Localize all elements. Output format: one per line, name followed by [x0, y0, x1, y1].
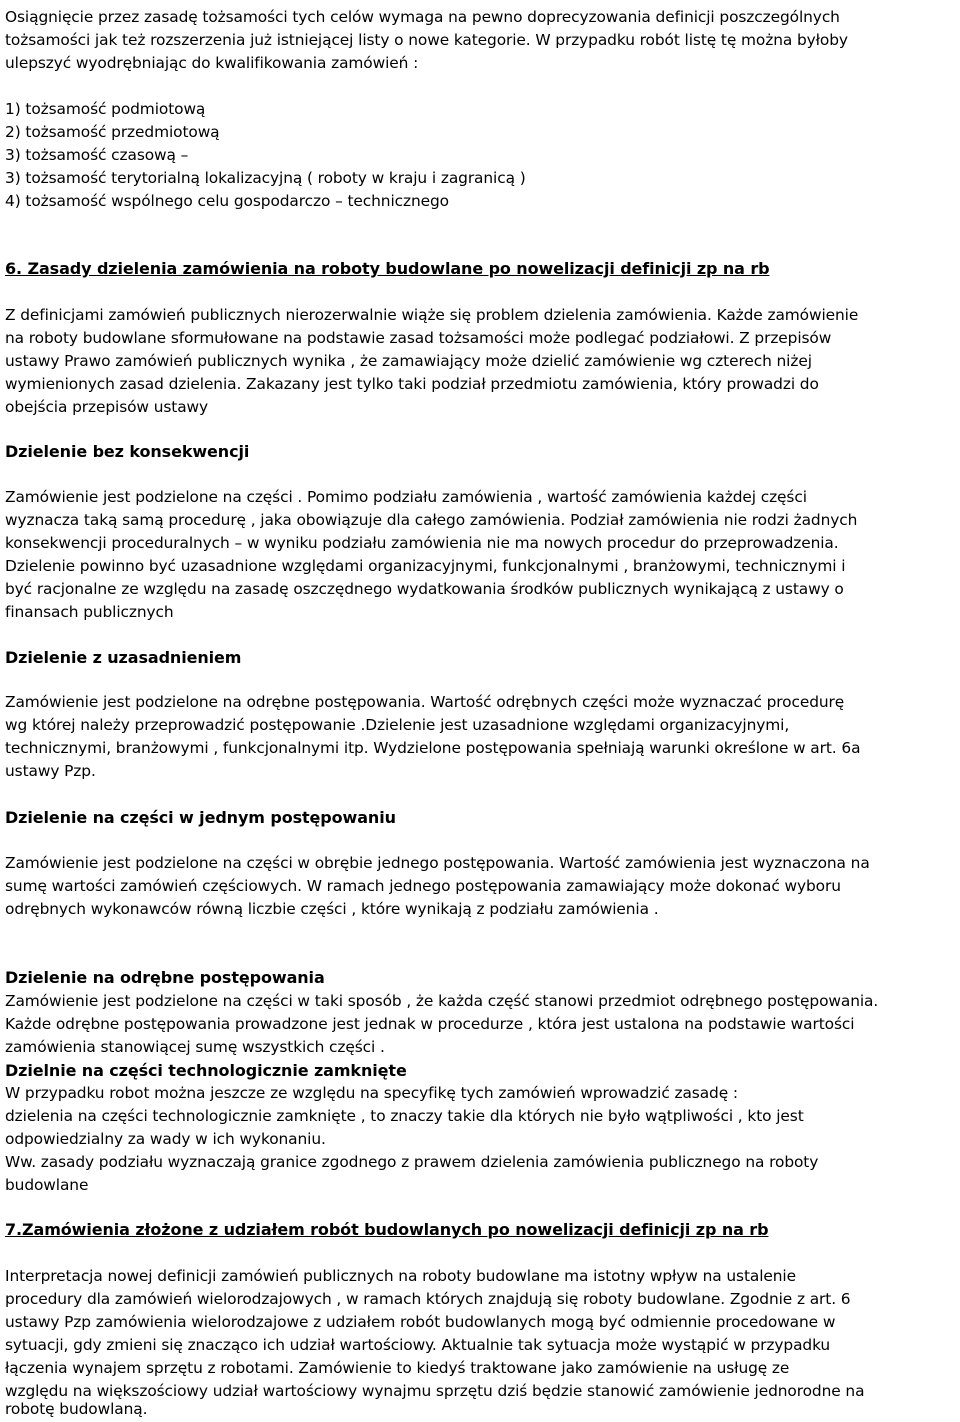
section-6-line: Z definicjami zamówień publicznych nierozerwalnie wiąże się problem dzielenia zamówienia. Każde zamówienie — [5, 306, 859, 324]
identity-list-item: 3) tożsamość terytorialną lokalizacyjną ( roboty w kraju i zagranicą ) — [5, 169, 526, 187]
bez-konsekwencji-line: wyznacza taką samą procedurę , jaka obowiązuje dla całego zamówienia. Podział zamówienia nie rodzi żadnych — [5, 511, 858, 529]
section-6-line: ustawy Prawo zamówień publicznych wynika , że zamawiający może dzielić zamówienie wg czterech niżej — [5, 352, 812, 370]
jedno-postepowanie-line: odrębnych wykonawców równą liczbie części , które wynikają z podziału zamówienia . — [5, 900, 659, 918]
technologiczne-line: budowlane — [5, 1176, 89, 1194]
odrebne-postepowania-line: Zamówienie jest podzielone na części w taki sposób , że każda część stanowi przedmiot odrębnego postępowania. — [5, 992, 879, 1010]
jedno-postepowanie-heading: Dzielenie na części w jednym postępowaniu — [5, 808, 396, 827]
bez-konsekwencji-line: być racjonalne ze względu na zasadę oszczędnego wydatkowania środków publicznych wynikającą z ustawy o — [5, 580, 844, 598]
z-uzasadnieniem-line: ustawy Pzp. — [5, 762, 96, 780]
section-7-line: procedury dla zamówień wielorodzajowych , w ramach których znajdują się roboty budowlane. Zgodnie z art. 6 — [5, 1290, 851, 1308]
bez-konsekwencji-line: konsekwencji proceduralnych – w wyniku podziału zamówienia nie ma nowych procedur do przeprowadzenia. — [5, 534, 839, 552]
section-7-heading: 7.Zamówienia złożone z udziałem robót budowlanych po nowelizacji definicji zp na rb — [5, 1220, 769, 1239]
jedno-postepowanie-line: Zamówienie jest podzielone na części w obrębie jednego postępowania. Wartość zamówienia jest wyznaczona na — [5, 854, 870, 872]
technologiczne-line: odpowiedzialny za wady w ich wykonaniu. — [5, 1130, 326, 1148]
technologiczne-heading: Dzielnie na części technologicznie zamknięte — [5, 1061, 407, 1080]
z-uzasadnieniem-line: technicznymi, branżowymi , funkcjonalnymi itp. Wydzielone postępowania spełniają warunki określone w art. 6a — [5, 739, 861, 757]
intro-line-3: ulepszyć wyodrębniając do kwalifikowania zamówień : — [5, 54, 419, 72]
section-7-line: ustawy Pzp zamówienia wielorodzajowe z udziałem robót budowlanych mogą być odmiennie procedowane w — [5, 1313, 836, 1331]
section-6-heading: 6. Zasady dzielenia zamówienia na roboty budowlane po nowelizacji definicji zp na rb — [5, 259, 770, 278]
section-6-line: wymienionych zasad dzielenia. Zakazany jest tylko taki podział przedmiotu zamówienia, który prowadzi do — [5, 375, 819, 393]
section-7-line: robotę budowlaną. — [5, 1400, 148, 1418]
odrebne-postepowania-heading: Dzielenie na odrębne postępowania — [5, 968, 325, 987]
bez-konsekwencji-line: Dzielenie powinno być uzasadnione względami organizacyjnymi, funkcjonalnymi , branżowymi, technicznymi i — [5, 557, 846, 575]
identity-list-item: 4) tożsamość wspólnego celu gospodarczo – technicznego — [5, 192, 449, 210]
jedno-postepowanie-line: sumę wartości zamówień częściowych. W ramach jednego postępowania zamawiający może dokonać wyboru — [5, 877, 841, 895]
identity-list-item: 2) tożsamość przedmiotową — [5, 123, 220, 141]
technologiczne-line: W przypadku robot można jeszcze ze względu na specyfikę tych zamówień wprowadzić zasadę : — [5, 1084, 738, 1102]
identity-list-item: 1) tożsamość podmiotową — [5, 100, 206, 118]
bez-konsekwencji-line: Zamówienie jest podzielone na części . Pomimo podziału zamówienia , wartość zamówienia każdej części — [5, 488, 807, 506]
section-7-line: sytuacji, gdy zmieni się znacząco ich udział wartościowy. Aktualnie tak sytuacja może wystąpić w przypadku — [5, 1336, 831, 1354]
identity-list-item: 3) tożsamość czasową – — [5, 146, 189, 164]
section-6-line: obejścia przepisów ustawy — [5, 398, 209, 416]
section-7-line: łączenia wynajem sprzętu z robotami. Zamówienie to kiedyś traktowane jako zamówienie na usługę ze — [5, 1359, 790, 1377]
z-uzasadnieniem-line: Zamówienie jest podzielone na odrębne postępowania. Wartość odrębnych części może wyznaczać procedurę — [5, 693, 845, 711]
bez-konsekwencji-line: finansach publicznych — [5, 603, 174, 621]
section-7-line: względu na większościowy udział wartościowy wynajmu sprzętu dziś będzie stanowić zamówienie jednorodne na — [5, 1382, 865, 1400]
z-uzasadnieniem-heading: Dzielenie z uzasadnieniem — [5, 648, 242, 667]
intro-line-1: Osiągnięcie przez zasadę tożsamości tych celów wymaga na pewno doprecyzowania definicji poszczególnych — [5, 8, 840, 26]
intro-line-2: tożsamości jak też rozszerzenia już istniejącej listy o nowe kategorie. W przypadku robót listę tę można byłoby — [5, 31, 848, 49]
z-uzasadnieniem-line: wg której należy przeprowadzić postępowanie .Dzielenie jest uzasadnione względami organizacyjnymi, — [5, 716, 790, 734]
bez-konsekwencji-heading: Dzielenie bez konsekwencji — [5, 442, 250, 461]
section-7-line: Interpretacja nowej definicji zamówień publicznych na roboty budowlane ma istotny wpływ na ustalenie — [5, 1267, 796, 1285]
technologiczne-line: dzielenia na części technologicznie zamknięte , to znaczy takie dla których nie było wątpliwości , kto jest — [5, 1107, 804, 1125]
odrebne-postepowania-line: zamówienia stanowiącej sumę wszystkich części . — [5, 1038, 385, 1056]
odrebne-postepowania-line: Każde odrębne postępowania prowadzone jest jednak w procedurze , która jest ustalona na podstawie wartości — [5, 1015, 855, 1033]
section-6-line: na roboty budowlane sformułowane na podstawie zasad tożsamości może podlegać podziałowi. Z przepisów — [5, 329, 832, 347]
technologiczne-line: Ww. zasady podziału wyznaczają granice zgodnego z prawem dzielenia zamówienia publicznego na roboty — [5, 1153, 819, 1171]
